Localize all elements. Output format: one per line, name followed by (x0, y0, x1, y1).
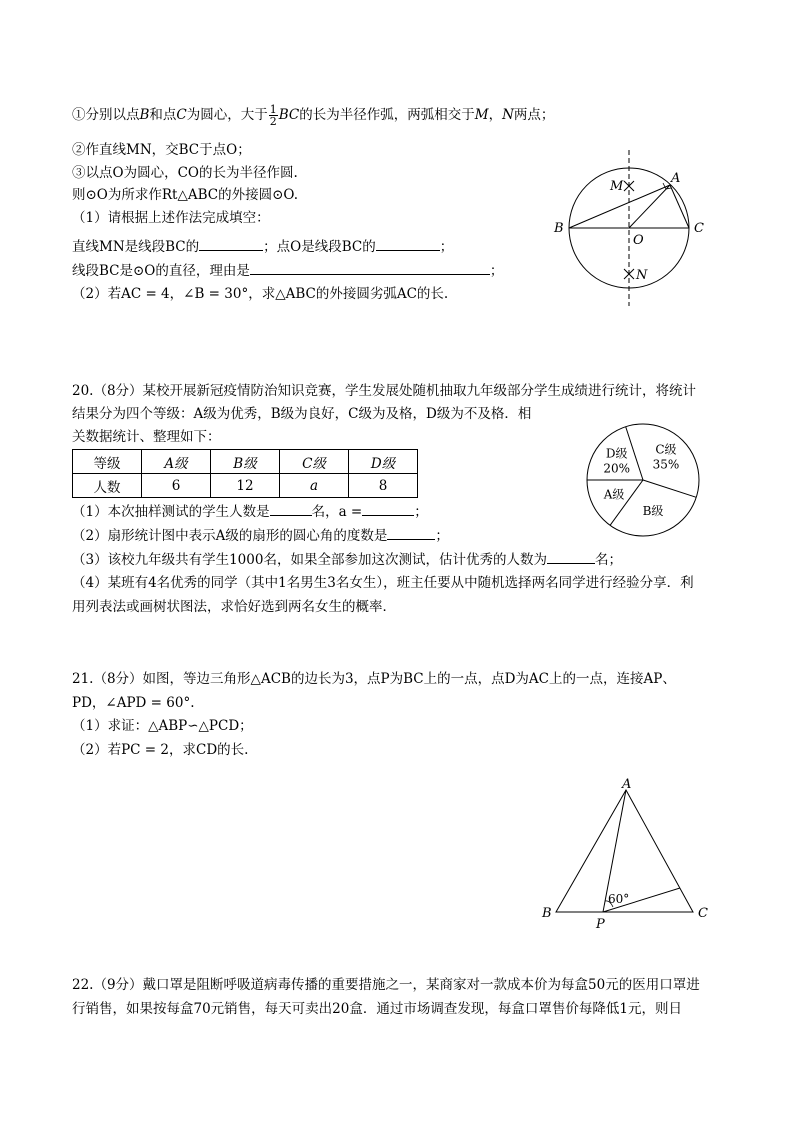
answer-blank-4[interactable] (270, 501, 312, 516)
q21-line2: PD，∠APD = 60°. (72, 695, 195, 711)
q19-circle-figure (550, 148, 720, 318)
q21-part1: （1）求证：△ABP∽△PCD； (72, 718, 253, 734)
table-cell: C级 (280, 450, 349, 474)
pie-label-d: D级 (605, 446, 628, 461)
pie-label-c: C级 (655, 442, 677, 457)
q19-part1-intro: （1）请根据上述作法完成填空： (72, 210, 270, 226)
answer-blank-6[interactable] (387, 525, 435, 540)
label-o: O (633, 233, 644, 248)
pie-label-c-pct: 35% (652, 457, 680, 472)
pie-label-d-pct: 20% (603, 461, 631, 476)
answer-blank-2[interactable] (376, 236, 440, 251)
q19-part2: （2）若AC = 4，∠B = 30°，求△ABC的外接圆劣弧AC的长. (72, 286, 449, 302)
answer-blank-1[interactable] (199, 236, 263, 251)
label-angle-60: 60° (608, 892, 630, 906)
answer-blank-7[interactable] (547, 549, 595, 564)
table-cell: 12 (211, 474, 280, 498)
q21-triangle-figure (536, 776, 716, 932)
segment-ac (670, 185, 689, 228)
segment-ao (629, 185, 670, 228)
table-cell: A级 (142, 450, 211, 474)
table-cell: 6 (142, 474, 211, 498)
table-header-row (73, 450, 418, 474)
q19-conclusion: 则⊙O为所求作Rt△ABC的外接圆⊙O. (72, 187, 298, 203)
q19-step1: ①分别以点B和点C为圆心，大于 $\frac{1}{2}$ BC的长为半径作弧，两弧相交于M，N两点； (72, 103, 555, 128)
label-b: B (542, 906, 552, 921)
q22-line2: 行销售，如果按每盒70元销售，每天可卖出20盒．通过市场调查发现，每盒口罩售价每降低1元，则日 (72, 1001, 682, 1017)
table-row (73, 474, 418, 498)
q21-part2: （2）若PC = 2，求CD的长. (72, 742, 249, 758)
answer-blank-3[interactable] (250, 260, 490, 275)
label-n: N (636, 268, 648, 283)
q20-q4-line1: （4）某班有4名优秀的同学（其中1名男生3名女生），班主任要从中随机选择两名同学进行经验分享．利 (72, 575, 694, 591)
q20-q3: （3）该校九年级共有学生1000名，如果全部参加这次测试，估计优秀的人数为 名； (72, 549, 622, 570)
label-p: P (596, 917, 605, 932)
table-cell: 人数 (73, 474, 142, 498)
q19-step2: ②作直线MN，交BC于点O； (72, 142, 251, 158)
q20-q1: （1）本次抽样测试的学生人数是 名，a = ； (72, 501, 428, 522)
label-c: C (694, 221, 704, 236)
label-m: M (610, 179, 624, 194)
q19-step3: ③以点O为圆心，CO的长为半径作圆. (72, 165, 298, 181)
table-cell: 8 (349, 474, 418, 498)
q20-line3: 关数据统计、整理如下： (72, 429, 221, 445)
pie-chart (580, 420, 710, 540)
pie-label-a: A级 (603, 487, 625, 502)
q21-line1: 21.（8分）如图，等边三角形△ACB的边长为3，点P为BC上的一点，点D为AC上的一点，连接AP、 (72, 671, 676, 687)
one-half-fraction: $\frac{1}{2}$ (269, 103, 277, 128)
q20-line1: 20.（8分）某校开展新冠疫情防治知识竞赛，学生发展处随机抽取九年级部分学生成绩进行统计，将统计 (72, 383, 697, 399)
table-cell: D级 (349, 450, 418, 474)
grade-table (72, 449, 418, 498)
pie-label-b: B级 (642, 503, 664, 518)
q19-fill2: 线段BC是⊙O的直径，理由是 ； (72, 260, 503, 281)
q20-q2: （2）扇形统计图中表示A级的扇形的圆心角的度数是 ； (72, 525, 449, 546)
label-c: C (698, 906, 708, 921)
label-a: A (622, 777, 632, 792)
table-cell: B级 (211, 450, 280, 474)
table-cell: a (280, 474, 349, 498)
table-cell: 等级 (73, 450, 142, 474)
q19-fill1: 直线MN是线段BC的 ；点O是线段BC的 ； (72, 236, 453, 257)
pie-slice-b-edge (643, 480, 696, 497)
q20-line2: 结果分为四个等级：A级为优秀，B级为良好，C级为及格，D级为不及格．相 (72, 406, 532, 422)
answer-blank-5[interactable] (362, 501, 414, 516)
label-a: A (671, 171, 681, 186)
q22-line1: 22.（9分）戴口罩是阻断呼吸道病毒传播的重要措施之一，某商家对一款成本价为每盒50元的医用口罩进 (72, 977, 700, 993)
label-b: B (554, 221, 564, 236)
q20-q4-line2: 用列表法或画树状图法，求恰好选到两名女生的概率． (72, 599, 396, 615)
